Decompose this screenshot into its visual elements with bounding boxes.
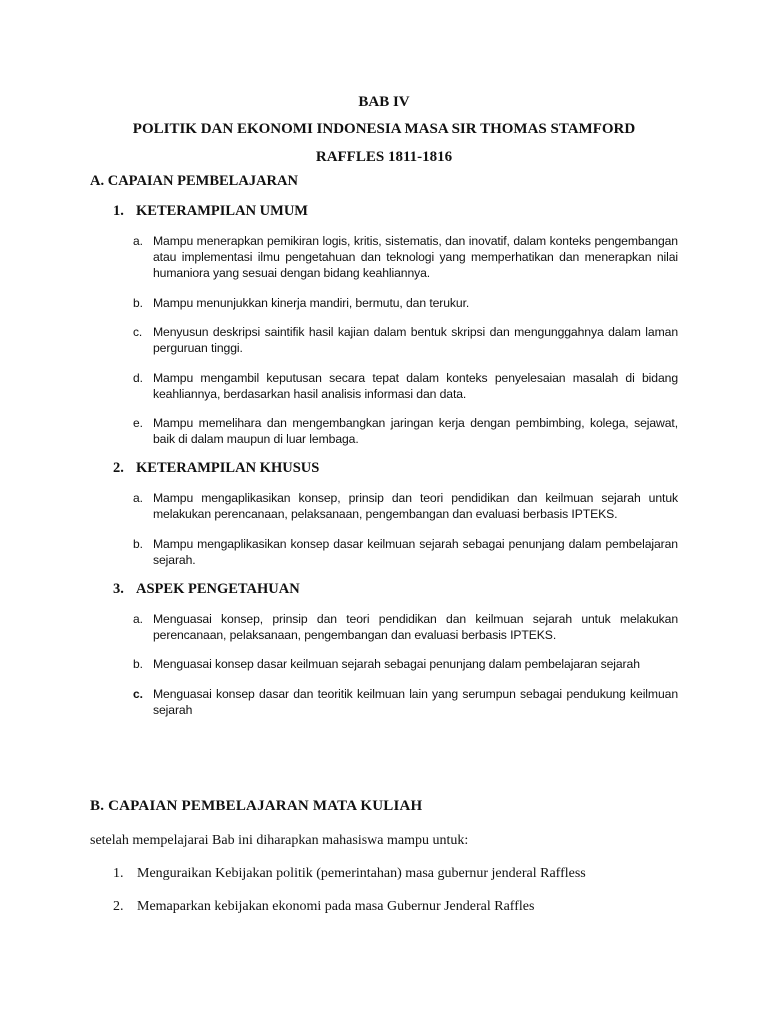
list-item [133,295,678,311]
list-item-text: Menyusun deskripsi saintifik hasil kajian dalam bentuk skripsi dan mengunggahnya dalam laman perguruan tinggi. [153,325,678,355]
list-item [133,536,678,568]
list-item [133,233,678,281]
section-a-heading: A. CAPAIAN PEMBELAJARAN [90,173,298,189]
chapter-title-line2: RAFFLES 1811-1816 [315,149,453,165]
subsection-number: 1. [113,203,124,219]
list-item-text: Mampu menunjukkan kinerja mandiri, bermutu, dan terukur. [153,296,470,310]
section-b-heading: B. CAPAIAN PEMBELAJARAN MATA KULIAH [90,798,423,814]
chapter-label: BAB IV [358,94,410,110]
subsection-title: ASPEK PENGETAHUAN [136,581,300,597]
subsection-3-heading [113,580,300,598]
subsection-title: KETERAMPILAN UMUM [136,203,308,219]
list-item-text: Mampu mengaplikasikan konsep, prinsip dan teori pendidikan dan keilmuan sejarah untuk melakukan perencanaan, pelaksanaan, pengembangan dan evaluasi berbasis IPTEKS. [153,491,678,521]
objective-text: Memaparkan kebijakan ekonomi pada masa Gubernur Jenderal Raffles [137,899,535,914]
list-item-text: Menguasai konsep dasar keilmuan sejarah sebagai penunjang dalam pembelajaran sejarah [153,657,640,671]
list-marker: b. [133,657,143,671]
list-marker: b. [133,537,143,551]
list-item [133,324,678,356]
list-marker: a. [133,491,143,505]
list-marker: c. [133,687,143,701]
list-item-text: Mampu menerapkan pemikiran logis, kritis, sistematis, dan inovatif, dalam konteks pengembangan atau implementasi ilmu pengetahuan dan teknologi yang memperhatikan dan menerapkan nilai humaniora yang sesuai dengan bidang keahliannya. [153,234,678,280]
list-marker: a. [133,612,143,626]
subsection-title: KETERAMPILAN KHUSUS [136,460,320,476]
list-item [133,656,678,672]
subsection-number: 2. [113,460,124,476]
list-marker: c. [133,325,143,339]
objective-number: 1. [113,866,124,881]
subsection-1-heading [113,202,308,220]
list-item-text: Mampu memelihara dan mengembangkan jaringan kerja dengan pembimbing, kolega, sejawat, baik di dalam maupun di luar lembaga. [153,416,678,446]
objective-text: Menguraikan Kebijakan politik (pemerintahan) masa gubernur jenderal Raffless [137,866,586,881]
list-item-text: Menguasai konsep, prinsip dan teori pendidikan dan keilmuan sejarah untuk melakukan perencanaan, pelaksanaan, pengembangan dan evaluasi berbasis IPTEKS. [153,612,678,642]
objective-item [113,865,586,883]
subsection-2-heading [113,459,319,477]
list-item-text: Mampu mengambil keputusan secara tepat dalam konteks penyelesaian masalah di bidang keahliannya, berdasarkan hasil analisis informasi dan data. [153,371,678,401]
list-marker: a. [133,234,143,248]
list-marker: b. [133,296,143,310]
list-marker: d. [133,371,143,385]
list-item [133,611,678,643]
list-item [133,686,678,718]
objective-number: 2. [113,899,124,914]
list-item [133,490,678,522]
list-marker: e. [133,416,143,430]
chapter-title-line1: POLITIK DAN EKONOMI INDONESIA MASA SIR THOMAS STAMFORD [132,121,636,137]
list-item-text: Mampu mengaplikasikan konsep dasar keilmuan sejarah sebagai penunjang dalam pembelajaran sejarah. [153,537,678,567]
section-b-intro: setelah mempelajarai Bab ini diharapkan mahasiswa mampu untuk: [90,833,469,848]
objective-item [113,898,534,916]
subsection-number: 3. [113,581,124,597]
list-item-text: Menguasai konsep dasar dan teoritik keilmuan lain yang serumpun sebagai pendukung keilmuan sejarah [153,687,678,717]
list-item [133,415,678,447]
list-item [133,370,678,402]
